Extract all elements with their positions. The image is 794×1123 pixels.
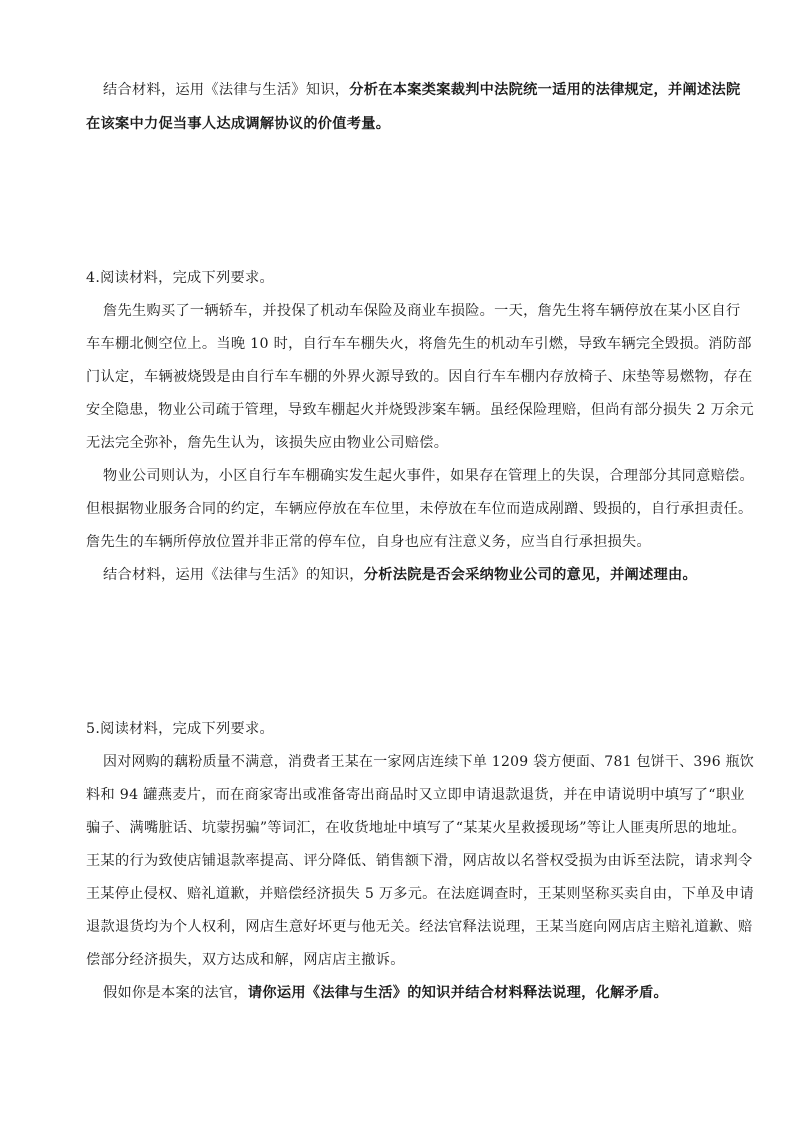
material-line: 骗子、满嘴脏话、坑蒙拐骗”等词汇，在收货地址中填写了“某某火星救援现场”等让人匪夷所思的地址。 bbox=[86, 820, 747, 836]
requirement-text: 结合材料，运用《法律与生活》知识， bbox=[103, 82, 350, 98]
requirement-emphasis: 请你运用《法律与生活》的知识并结合材料释法说理，化解矛盾。 bbox=[247, 985, 669, 1001]
material-line: 王某停止侵权、赔礼道歉，并赔偿经济损失 5 万多元。在法庭调查时，王某则坚称买卖自由，下单及申请 bbox=[86, 886, 754, 902]
material-line: 退款退货均为个人权利，网店生意好坏更与他无关。经法官释法说理，王某当庭向网店店主赔礼道歉、赔 bbox=[86, 919, 753, 935]
question-requirement-line bbox=[103, 80, 740, 100]
requirement-emphasis: 分析法院是否会采纳物业公司的意见，并阐述理由。 bbox=[363, 567, 697, 583]
material-line: 因对网购的藕粉质量不满意，消费者王某在一家网店连续下单 1209 袋方便面、781 包饼干、396 瓶饮 bbox=[103, 754, 755, 770]
material-line: 詹先生的车辆所停放位置并非正常的停车位，自身也应有注意义务，应当自行承担损失。 bbox=[86, 534, 652, 550]
requirement-emphasis: 在该案中力促当事人达成调解协议的价值考量。 bbox=[86, 116, 391, 132]
question-5-requirement bbox=[103, 983, 668, 1003]
requirement-emphasis: 分析在本案类案裁判中法院统一适用的法律规定，并阐述法院 bbox=[349, 82, 741, 98]
material-line: 物业公司则认为，小区自行车车棚确实发生起火事件，如果存在管理上的失误，合理部分其同意赔偿。 bbox=[103, 468, 754, 484]
question-requirement-line bbox=[86, 114, 390, 134]
material-line: 无法完全弥补，詹先生认为，该损失应由物业公司赔偿。 bbox=[86, 435, 449, 451]
material-line: 车车棚北侧空位上。当晚 10 时，自行车车棚失火，将詹先生的机动车引燃，导致车辆完全毁损。消防部 bbox=[86, 336, 752, 352]
requirement-text: 结合材料，运用《法律与生活》的知识， bbox=[103, 567, 364, 583]
material-line: 但根据物业服务合同的约定，车辆应停放在车位里，未停放在车位而造成剐蹭、毁损的，自行承担责任。 bbox=[86, 501, 753, 517]
question-4-heading: 4.阅读材料，完成下列要求。 bbox=[86, 270, 274, 286]
question-5-heading: 5.阅读材料，完成下列要求。 bbox=[86, 721, 274, 737]
question-4-requirement bbox=[103, 565, 697, 585]
material-line: 王某的行为致使店铺退款率提高、评分降低、销售额下滑，网店故以名誉权受损为由诉至法院，请求判令 bbox=[86, 853, 753, 869]
requirement-text: 假如你是本案的法官， bbox=[103, 985, 248, 1001]
material-line: 门认定，车辆被烧毁是由自行车车棚的外界火源导致的。因自行车车棚内存放椅子、床垫等易燃物，存在 bbox=[86, 369, 753, 385]
material-line: 安全隐患，物业公司疏于管理，导致车棚起火并烧毁涉案车辆。虽经保险理赔，但尚有部分损失 2 万余元 bbox=[86, 402, 754, 418]
material-line: 偿部分经济损失，双方达成和解，网店店主撤诉。 bbox=[86, 952, 405, 968]
material-line: 詹先生购买了一辆轿车，并投保了机动车保险及商业车损险。一天，詹先生将车辆停放在某小区自行 bbox=[103, 303, 741, 319]
material-line: 料和 94 罐燕麦片，而在商家寄出或准备寄出商品时又立即申请退款退货，并在申请说明中填写了“职业 bbox=[86, 787, 745, 803]
